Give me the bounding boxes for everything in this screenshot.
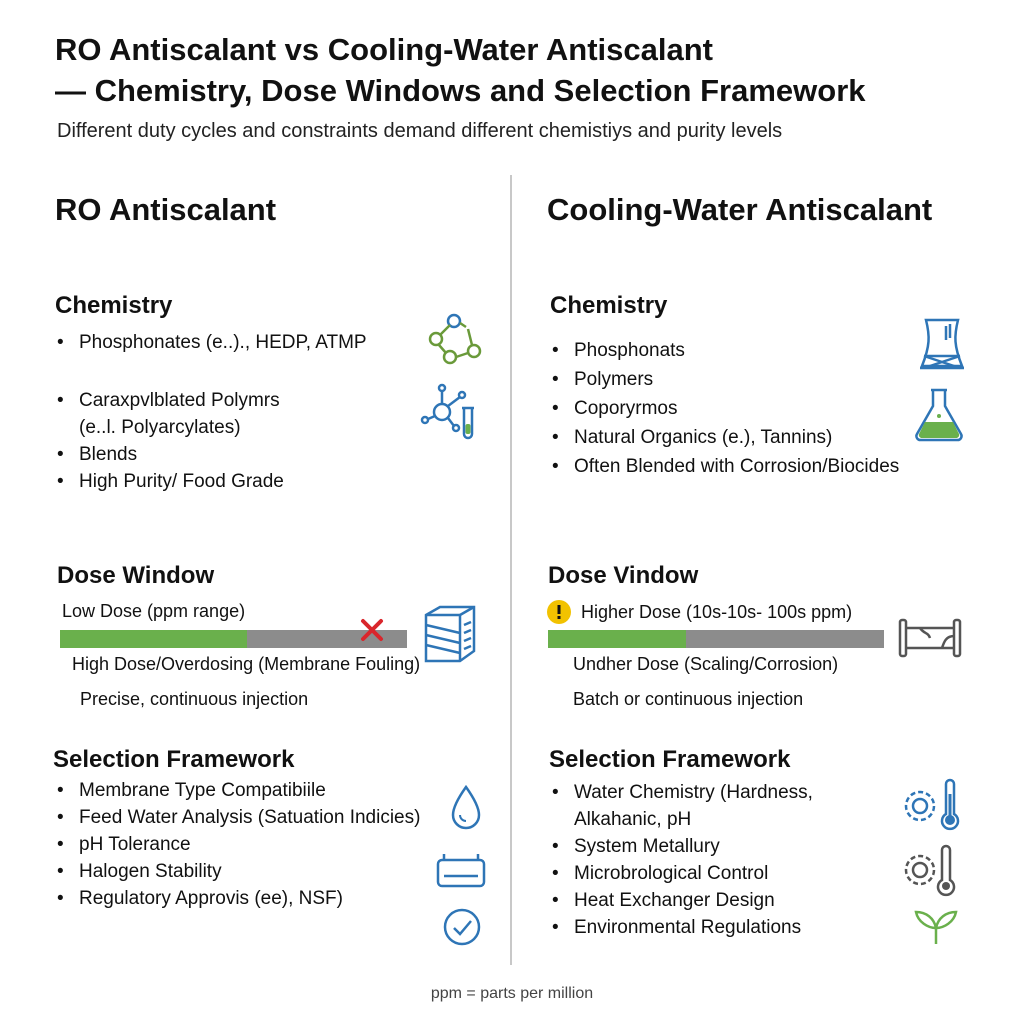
column-divider (510, 175, 512, 965)
ro-dose-heading: Dose Window (57, 562, 215, 589)
ro-selection-heading: Selection Framework (53, 746, 295, 773)
cw-injection-text: Batch or continuous injection (573, 689, 804, 709)
cw-dose-safe-fill (548, 630, 686, 648)
list-item: • Water Chemistry (Hardness, (550, 779, 813, 806)
ro-low-dose-label: Low Dose (ppm range) (62, 601, 246, 621)
list-item: • Natural Organics (e.), Tannins) (550, 423, 899, 452)
ro-high-dose-label: High Dose/Overdosing (Membrane Fouling) (72, 654, 421, 674)
footer-note: ppm = parts per million (430, 985, 594, 1002)
list-item: • Membrane Type Compatibiile (55, 777, 420, 804)
cw-higher-dose-label: Higher Dose (10s-10s- 100s ppm) (581, 602, 853, 622)
ro-chemistry-list (55, 329, 367, 495)
cw-dose-bar (548, 630, 884, 648)
list-item-continuation (55, 414, 367, 441)
membrane-module-icon (424, 605, 476, 663)
list-item: • Regulatory Approvis (ee), NSF) (55, 885, 420, 912)
ro-chemistry-heading: Chemistry (55, 292, 173, 319)
ro-dose-safe-fill (60, 630, 247, 648)
list-item: • pH Tolerance (55, 831, 420, 858)
ro-selection-list (55, 777, 420, 912)
gear-thermometer-gray-icon (902, 848, 964, 894)
flask-icon (913, 388, 965, 442)
list-item-continuation (550, 806, 813, 833)
heat-exchanger-pipe-icon (898, 618, 964, 660)
list-item: • Microbrological Control (550, 860, 813, 887)
water-drop-icon (450, 785, 482, 829)
list-item: • Polymers (550, 365, 899, 394)
list-item: • Environmental Regulations (550, 914, 813, 941)
cooling-tower-icon (918, 318, 966, 370)
page-title: RO Antiscalant vs Cooling-Water Antiscalant (55, 32, 713, 67)
list-item: • Feed Water Analysis (Satuation Indicies) (55, 804, 420, 831)
cw-under-dose-label: Undher Dose (Scaling/Corrosion) (573, 654, 839, 674)
ro-injection-text: Precise, continuous injection (80, 689, 309, 709)
cw-selection-heading: Selection Framework (549, 746, 791, 773)
warning-icon (547, 600, 571, 624)
ro-dose-bar (60, 630, 407, 648)
list-item: • Often Blended with Corrosion/Biocides (550, 452, 899, 481)
molecule-test-tube-icon (420, 382, 480, 442)
list-item: • Heat Exchanger Design (550, 887, 813, 914)
continuation-text: (e..l. Polyarcylates) (79, 417, 241, 438)
list-item: • System Metallury (550, 833, 813, 860)
page-title-line2: — Chemistry, Dose Windows and Selection Framework (55, 73, 866, 108)
cw-heading: Cooling-Water Antiscalant (547, 192, 933, 227)
cw-selection-list (550, 779, 813, 941)
checkmark-circle-icon (443, 908, 481, 946)
leaf-sprout-icon (914, 908, 958, 946)
overdose-x-icon (360, 618, 384, 642)
list-item: • Halogen Stability (55, 858, 420, 885)
gear-thermometer-icon (902, 780, 964, 832)
molecule-icon (428, 315, 488, 365)
ro-heading: RO Antiscalant (55, 192, 277, 227)
cw-chemistry-list (550, 336, 899, 481)
continuation-text: Alkahanic, pH (574, 809, 692, 830)
list-item: • Blends (55, 441, 367, 468)
list-item: • Phosphonates (e..)., HEDP, ATMP (55, 329, 367, 356)
page-subtitle: Different duty cycles and constraints demand different chemistiys and purity levels (57, 120, 783, 142)
cw-dose-heading: Dose Vindow (548, 562, 699, 589)
list-item: • Phosphonats (550, 336, 899, 365)
device-icon (436, 852, 486, 888)
list-item: • Caraxpvlblated Polymrs (55, 387, 367, 414)
cw-chemistry-heading: Chemistry (550, 292, 668, 319)
list-item: • Coporyrmos (550, 394, 899, 423)
list-item: • High Purity/ Food Grade (55, 468, 367, 495)
